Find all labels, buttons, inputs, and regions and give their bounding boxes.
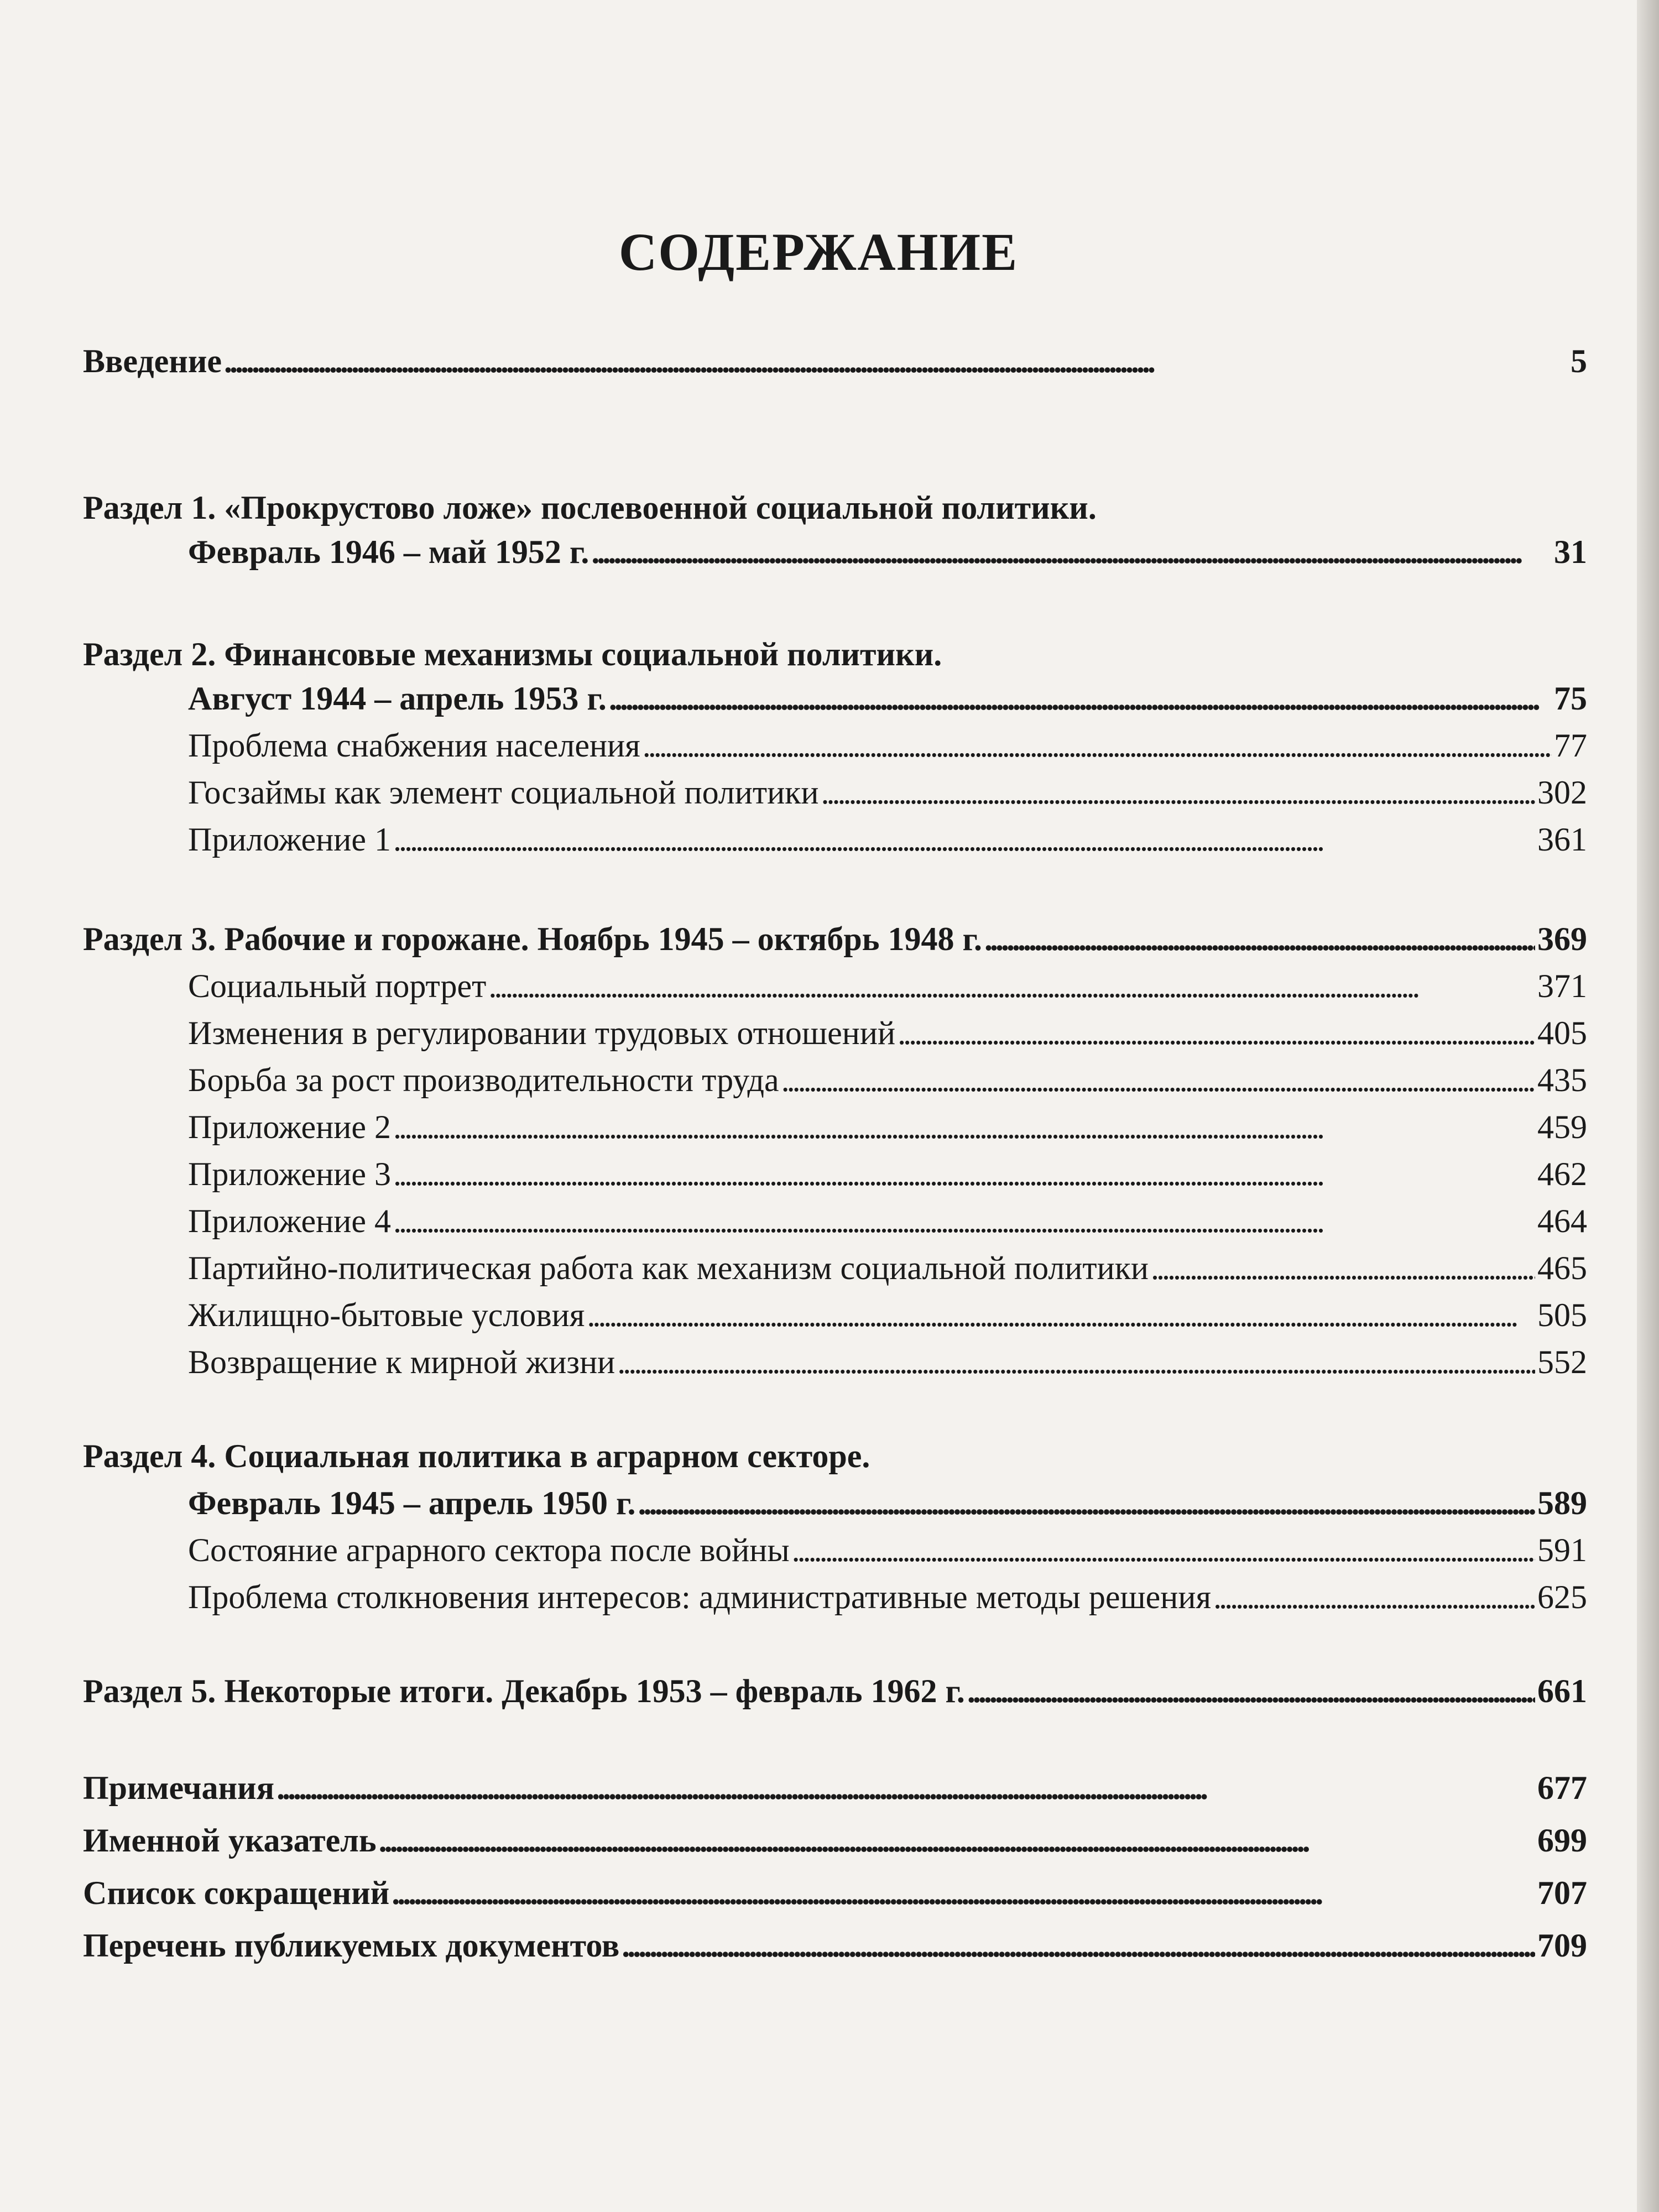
dot-leader [643, 724, 1552, 766]
toc-entry-page: 699 [1537, 1822, 1587, 1859]
toc-entry-label: Возвращение к мирной жизни [188, 1344, 615, 1380]
toc-entry-section-4 [188, 1482, 1587, 1524]
dot-leader [224, 340, 1568, 382]
toc-entry-page: 709 [1537, 1927, 1587, 1964]
toc-entry-label: Борьба за рост производительности труда [188, 1062, 779, 1098]
toc-entry-label: Изменения в регулировании трудовых отношений [188, 1015, 896, 1051]
toc-entry-label: Проблема столкновения интересов: административные методы решения [188, 1579, 1212, 1615]
toc-entry-s3-6 [188, 1200, 1587, 1242]
toc-entry-page: 465 [1537, 1250, 1587, 1286]
toc-entry-page: 462 [1537, 1156, 1587, 1192]
toc-entry-page: 661 [1537, 1673, 1587, 1709]
dot-leader [638, 1482, 1535, 1524]
toc-entry-label: Раздел 3. Рабочие и горожане. Ноябрь 1945 – октябрь 1948 г. [83, 921, 982, 957]
toc-entry-section-2 [188, 677, 1587, 719]
toc-entry-page: 552 [1537, 1344, 1587, 1380]
toc-entry-page: 591 [1537, 1532, 1587, 1568]
dot-leader [393, 818, 1535, 860]
toc-entry-page: 361 [1537, 821, 1587, 858]
toc-entry-label: Именной указатель [83, 1822, 377, 1859]
toc-entry-section-3 [83, 918, 1587, 960]
dot-leader [591, 531, 1552, 573]
toc-entry-label: Введение [83, 343, 222, 379]
toc-entry-section-1 [188, 531, 1587, 573]
toc-entry-label: Февраль 1945 – апрель 1950 г. [188, 1485, 636, 1521]
toc-entry-page: 707 [1537, 1875, 1587, 1911]
toc-entry-label: Социальный портрет [188, 968, 487, 1004]
toc-entry-page: 302 [1537, 774, 1587, 811]
dot-leader [792, 1529, 1535, 1571]
toc-entry-page: 405 [1537, 1015, 1587, 1051]
toc-entry-s4-1 [188, 1529, 1587, 1571]
dot-leader [622, 1924, 1535, 1966]
toc-section-4-title: Раздел 4. Социальная политика в аграрном секторе. [83, 1438, 870, 1474]
toc-entry-label: Раздел 5. Некоторые итоги. Декабрь 1953 – февраль 1962 г. [83, 1673, 965, 1709]
toc-entry-s3-9 [188, 1341, 1587, 1383]
dot-leader [1151, 1247, 1535, 1289]
toc-entry-s2-3 [188, 818, 1587, 860]
toc-section-2-title: Раздел 2. Финансовые механизмы социальной политики. [83, 636, 942, 672]
toc-entry-page: 75 [1554, 680, 1587, 717]
toc-entry-intro [83, 340, 1587, 382]
toc-entry-page: 677 [1537, 1770, 1587, 1806]
toc-entry-label: Проблема снабжения населения [188, 727, 640, 764]
toc-entry-label: Жилищно-бытовые условия [188, 1297, 585, 1333]
toc-entry-label: Состояние аграрного сектора после войны [188, 1532, 790, 1568]
toc-entry-page: 31 [1554, 534, 1587, 570]
dot-leader [379, 1819, 1535, 1861]
toc-entry-s3-3 [188, 1059, 1587, 1101]
dot-leader [393, 1106, 1535, 1148]
dot-leader [587, 1294, 1535, 1336]
dot-leader [392, 1872, 1535, 1914]
toc-entry-s3-7 [188, 1247, 1587, 1289]
dot-leader [617, 1341, 1535, 1383]
toc-entry-page: 5 [1571, 343, 1587, 379]
dot-leader [967, 1670, 1535, 1712]
toc-entry-page: 369 [1537, 921, 1587, 957]
dot-leader [821, 771, 1535, 813]
toc-entry-label: Приложение 2 [188, 1109, 392, 1145]
toc-entry-page: 464 [1537, 1203, 1587, 1239]
toc-entry-s3-8 [188, 1294, 1587, 1336]
toc-entry-label: Август 1944 – апрель 1953 г. [188, 680, 607, 717]
toc-entry-section-5 [83, 1670, 1587, 1712]
toc-entry-page: 505 [1537, 1297, 1587, 1333]
toc-entry-abbreviations [83, 1872, 1587, 1914]
toc-entry-page: 435 [1537, 1062, 1587, 1098]
toc-entry-label: Примечания [83, 1770, 275, 1806]
toc-entry-s3-2 [188, 1012, 1587, 1054]
toc-entry-label: Приложение 1 [188, 821, 392, 858]
toc-entry-s3-1 [188, 965, 1587, 1007]
dot-leader [393, 1153, 1535, 1195]
toc-entry-label: Перечень публикуемых документов [83, 1927, 620, 1964]
toc-entry-s2-1 [188, 724, 1587, 766]
toc-entry-index [83, 1819, 1587, 1861]
page-edge [1637, 0, 1659, 2212]
toc-entry-label: Список сокращений [83, 1875, 390, 1911]
toc-entry-notes [83, 1767, 1587, 1809]
dot-leader [609, 677, 1552, 719]
toc-entry-label: Февраль 1946 – май 1952 г. [188, 534, 589, 570]
toc-entry-label: Приложение 4 [188, 1203, 392, 1239]
dot-leader [276, 1767, 1535, 1809]
toc-entry-page: 459 [1537, 1109, 1587, 1145]
toc-entry-page: 625 [1537, 1579, 1587, 1615]
toc-entry-s3-5 [188, 1153, 1587, 1195]
dot-leader [984, 918, 1535, 960]
dot-leader [898, 1012, 1535, 1054]
dot-leader [393, 1200, 1535, 1242]
dot-leader [781, 1059, 1535, 1101]
page-title: СОДЕРЖАНИЕ [618, 222, 1019, 281]
toc-entry-label: Госзаймы как элемент социальной политики [188, 774, 819, 811]
toc-entry-label: Партийно-политическая работа как механизм социальной политики [188, 1250, 1149, 1286]
dot-leader [488, 965, 1535, 1007]
toc-entry-page: 589 [1537, 1485, 1587, 1521]
dot-leader [1213, 1576, 1535, 1618]
toc-entry-page: 371 [1537, 968, 1587, 1004]
toc-entry-page: 77 [1554, 727, 1587, 764]
toc-entry-s2-2 [188, 771, 1587, 813]
toc-entry-s4-2 [188, 1576, 1587, 1618]
toc-entry-documents [83, 1924, 1587, 1966]
toc-entry-label: Приложение 3 [188, 1156, 392, 1192]
toc-entry-s3-4 [188, 1106, 1587, 1148]
toc-section-1-title: Раздел 1. «Прокрустово ложе» послевоенной социальной политики. [83, 489, 1097, 526]
